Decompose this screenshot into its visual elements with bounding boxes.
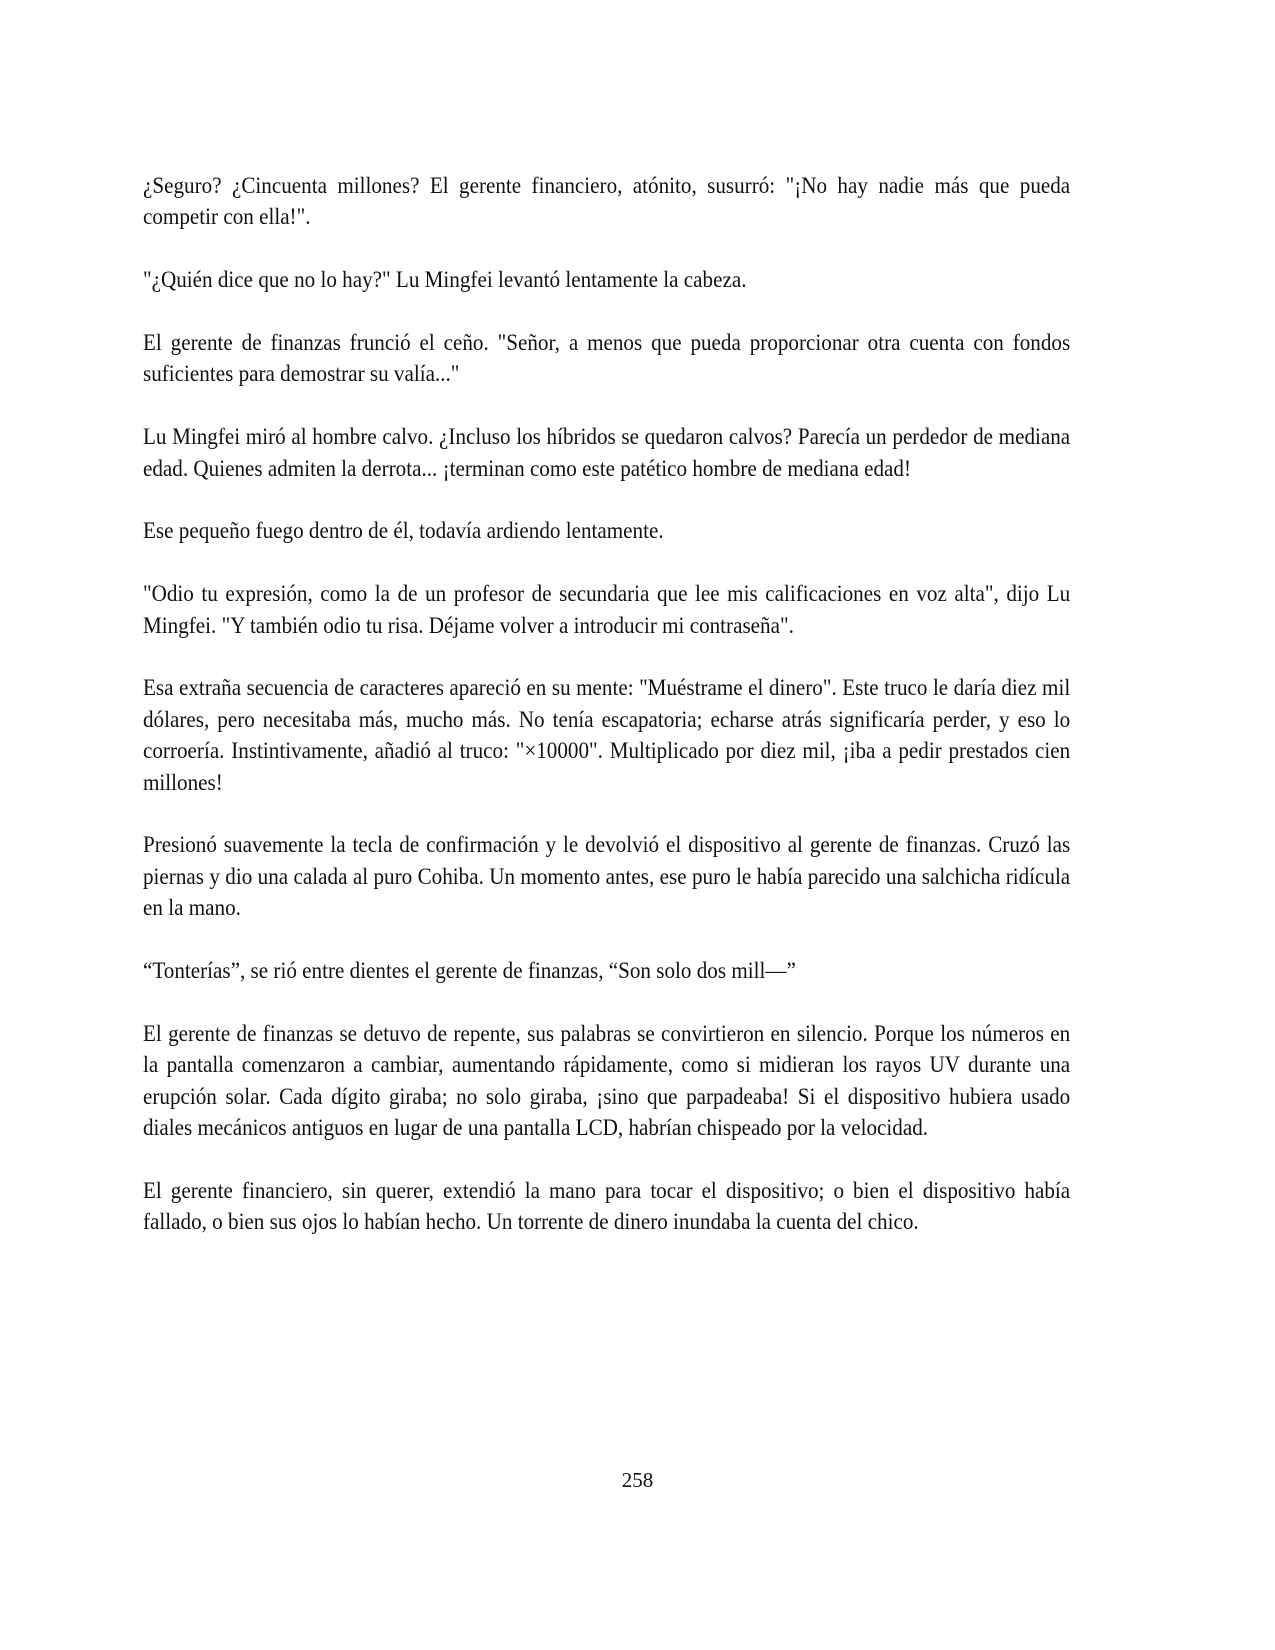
paragraph: Lu Mingfei miró al hombre calvo. ¿Incluso los híbridos se quedaron calvos? Parecía un perdedor de mediana edad. Quienes admiten la derrota... ¡terminan como este patético hombre de mediana edad!	[143, 424, 1071, 481]
paragraph: Ese pequeño fuego dentro de él, todavía ardiendo lentamente.	[143, 518, 664, 544]
paragraph: El gerente financiero, sin querer, extendió la mano para tocar el dispositivo; o bien el dispositivo había fallado, o bien sus ojos lo habían hecho. Un torrente de dinero inundaba la cuenta del chico.	[143, 1177, 1071, 1235]
paragraph: El gerente de finanzas se detuvo de repente, sus palabras se convirtieron en silencio. Porque los números en la pantalla comenzaron a cambiar, aumentando rápidamente, como si midieran los rayos UV durante una erupción solar. Cada dígito giraba; no solo giraba, ¡sino que parpadeaba! Si el dispositivo hubiera usado diales mecánicos antiguos en lugar de una pantalla LCD, habrían chispeado por la velocidad.	[143, 1020, 1071, 1141]
paragraph: El gerente de finanzas frunció el ceño. "Señor, a menos que pueda proporcionar otra cuenta con fondos suficientes para demostrar su valía..."	[143, 330, 1071, 387]
page-body	[143, 170, 1070, 1269]
paragraph: ¿Seguro? ¿Cincuenta millones? El gerente financiero, atónito, susurró: "¡No hay nadie más que pueda competir con ella!".	[143, 173, 1071, 230]
paragraph: "Odio tu expresión, como la de un profesor de secundaria que lee mis calificaciones en voz alta", dijo Lu Mingfei. "Y también odio tu risa. Déjame volver a introducir mi contraseña".	[143, 581, 1071, 638]
paragraph: Presionó suavemente la tecla de confirmación y le devolvió el dispositivo al gerente de finanzas. Cruzó las piernas y dio una calada al puro Cohiba. Un momento antes, ese puro le había parecido una salchicha ridícula en la mano.	[143, 832, 1071, 921]
page-number: 258	[621, 1468, 654, 1492]
paragraph: "¿Quién dice que no lo hay?" Lu Mingfei levantó lentamente la cabeza.	[143, 267, 747, 293]
paragraph: Esa extraña secuencia de caracteres apareció en su mente: "Muéstrame el dinero". Este truco le daría diez mil dólares, pero necesitaba más, mucho más. No tenía escapatoria; echarse atrás significaría perder, y eso lo corroería. Instintivamente, añadió al truco: "×10000". Multiplicado por diez mil, ¡iba a pedir prestados cien millones!	[143, 675, 1071, 795]
paragraph: “Tonterías”, se rió entre dientes el gerente de finanzas, “Son solo dos mill—”	[143, 958, 796, 984]
